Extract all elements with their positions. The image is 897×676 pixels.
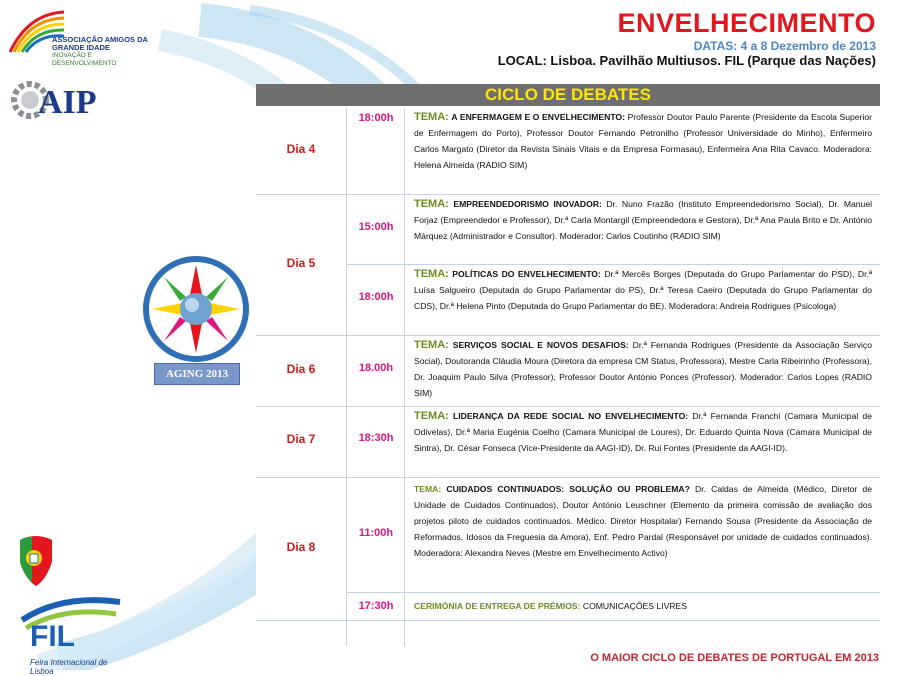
session-description [414,408,872,456]
compass-globe-icon [140,255,252,363]
tema-label: TEMA: [414,111,449,123]
session-description [414,109,872,173]
session-time: 18.00h [358,362,394,374]
grid-divider [404,108,405,646]
section-banner: CICLO DE DEBATES [256,84,880,106]
grid-divider [256,406,880,407]
aging-2013-logo [140,255,252,390]
fil-wordmark: FIL [30,620,75,653]
session-topic: CERIMÓNIA DE ENTREGA DE PRÉMIOS: [414,601,581,611]
session-topic: LIDERANÇA DA REDE SOCIAL NO ENVELHECIMENTO: [452,411,689,421]
session-topic: POLÍTICAS DO ENVELHECIMENTO: [452,269,601,279]
tema-label: TEMA: [414,339,449,351]
session-topic: EMPREENDEDORISMO INOVADOR: [453,199,602,209]
session-time: 18:00h [358,112,394,124]
session-time: 18:00h [358,291,394,303]
session-speakers: Dr.ª Mercês Borges (Deputada do Grupo Parlamentar do PSD), Dr.ª Luísa Salgueiro (Deputada do Grupo Parlamentar do PS), Dr.ª Teresa Caeiro (Deputada do Grupo Parlamentar do CDS), Dr.ª Helena Pinto (Deputada do Grupo Parlamentar do BE). Moderadora: Andreia Rodrigues (Psicologa) [414,269,873,311]
session-speakers: COMUNICAÇÕES LIVRES [582,601,687,611]
grid-divider [256,477,880,478]
session-time: 18:30h [358,432,394,444]
grid-divider [256,194,880,195]
session-time: 15:00h [358,221,394,233]
day-label: Dia 6 [286,362,316,376]
fil-caption: Feira Internacional de Lisboa [30,658,108,676]
session-speakers: Dr. Nuno Frazão (Instituto Empreendedorismo Social), Dr. Manuel Forjaz (Empreendedor e Professor), Dr.ª Carla Montargil (Empreendedora e Gestora), Dr.ª Ana Paula Brito e Dr. António Márquez (Administrador e Consultor). Moderador: Carlos Coutinho (RADIO SIM) [414,199,873,241]
day-label: Dia 4 [286,142,316,156]
session-topic: SERVIÇOS SOCIAL E NOVOS DESAFIOS: [452,340,629,350]
session-speakers: Dr.ª Fernanda Franchi (Camara Municipal de Odivelas), Dr.ª Maria Eugénia Coelho (Camara Municipal de Loures), Dr. Eduardo Quinta Nova (Camara Municipal de Sintra), Dr. César Fonseca (Vice-Presidente da AAGI-ID), Dr. Rui Fontes (Presidente da AAGI-ID). [414,411,872,453]
portugal-flag-logo [16,532,56,588]
aip-logo [8,70,108,128]
session-description [414,196,872,244]
grid-divider [346,592,880,593]
associacao-logo [6,6,156,66]
session-speakers: Dr.ª Fernanda Rodrigues (Presidente da Associação Serviço Social), Doutoranda Cláudia Moura (Diretora da empresa CM Status, Professora), Mestre Carla Ribeirinho (Professora), Dr. Joaquim Paulo Silva (Professor), Professor Doutor António Ponces (Professor). Moderador: Carlos Lopes (RADIO SIM) [414,340,873,398]
event-location: LOCAL: Lisboa. Pavilhão Multiusos. FIL (Parque das Nações) [497,53,876,68]
session-speakers: Professor Doutor Paulo Parente (Presidente da Escola Superior de Enfermagem do Porto), Professor Doutor Fernando Petronilho (Professor Universidade do Minho), Enfermeiro Carlos Margato (Diretor da Revista Sinais Vitais e da Empresa Formasau), Enfermeira Ana Rita Cavaco. Moderadora: Helena Almeida (RADIO SIM) [414,112,872,170]
footer-slogan: O MAIOR CICLO DE DEBATES DE PORTUGAL EM 2013 [590,652,879,664]
tema-label: TEMA: [414,198,449,210]
associacao-name-line2: GRANDE IDADE [52,43,110,52]
session-topic: A ENFERMAGEM E O ENVELHECIMENTO: [451,112,625,122]
aging-2013-label: AGING 2013 [154,363,240,385]
session-description [414,598,872,614]
grid-divider [256,335,880,336]
aip-wordmark: AIP [38,84,97,121]
session-speakers: Dr. Caldas de Almeida (Médico, Diretor de Unidade de Cuidados Continuados), Doutor António Leuschner (Elemento da primeira comissão de avaliação dos projetos piloto de cuidados continuados. Médico. Diretor Hospitalar) Fernando Sousa (Presidente da Associação de Reformados, Idosos da Freguesia da Amora), Enf. Pedro Pardal (Responsável por unidade de cuidados continuados). Moderadora: Alexandra Neves (Mestre em Envelhecimento Activo) [414,484,872,558]
tema-label: TEMA: [414,268,449,280]
session-topic: CUIDADOS CONTINUADOS: SOLUÇÃO OU PROBLEMA? [446,484,690,494]
event-dates: DATAS: 4 a 8 Dezembro de 2013 [693,39,876,53]
grid-divider [346,108,347,646]
tema-label: TEMA: [414,484,442,494]
programme-panel [256,84,880,646]
day-label: Dia 7 [286,432,316,446]
session-description [414,266,872,314]
grid-divider [346,264,880,265]
session-description [414,337,872,401]
session-time: 17:30h [358,600,394,612]
session-time: 11:00h [358,527,394,539]
fil-logo [12,590,132,676]
tema-label: TEMA: [414,410,449,422]
session-description [414,481,872,561]
grid-divider [256,620,880,621]
associacao-name-line1: ASSOCIAÇÃO AMIGOS DA [52,35,148,44]
page-title: ENVELHECIMENTO [617,8,876,38]
day-label: Dia 8 [286,540,316,554]
day-label: Dia 5 [286,256,316,270]
portugal-shield-icon [16,532,56,588]
associacao-tagline: INOVAÇÃO E DESENVOLVIMENTO [52,52,117,67]
